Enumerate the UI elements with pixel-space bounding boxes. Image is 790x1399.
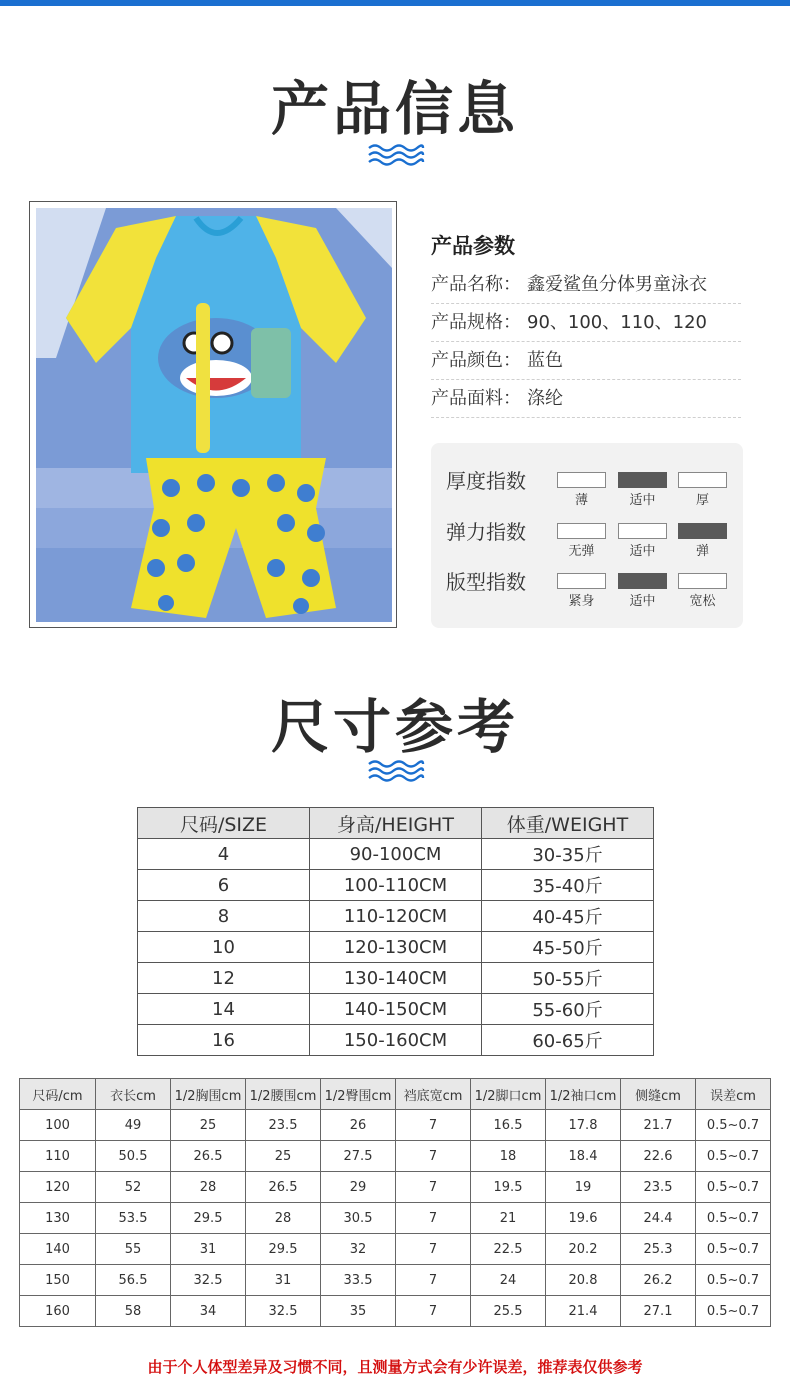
table-cell: 55 (96, 1234, 171, 1265)
table-cell: 25 (246, 1141, 321, 1172)
param-row-fabric (431, 380, 741, 418)
column-header: 1/2袖口cm (546, 1079, 621, 1110)
table-cell: 33.5 (321, 1265, 396, 1296)
table-cell: 4 (138, 839, 310, 870)
index-box-selected (618, 573, 667, 589)
index-box (618, 523, 667, 539)
param-value: 90、100、110、120 (527, 312, 707, 333)
table-cell: 26.5 (171, 1141, 246, 1172)
table-cell: 0.5~0.7 (696, 1203, 771, 1234)
table-cell: 130 (20, 1203, 96, 1234)
table-cell: 23.5 (246, 1110, 321, 1141)
param-key: 产品面料： (431, 388, 521, 409)
index-option (618, 523, 667, 560)
index-option (557, 472, 606, 509)
table-cell: 7 (396, 1203, 471, 1234)
param-key: 产品名称： (431, 274, 521, 295)
table-cell: 26.2 (621, 1265, 696, 1296)
table-cell: 30-35斤 (482, 839, 654, 870)
column-header: 1/2脚口cm (471, 1079, 546, 1110)
table-cell: 17.8 (546, 1110, 621, 1141)
table-cell: 0.5~0.7 (696, 1265, 771, 1296)
table-cell: 25.5 (471, 1296, 546, 1327)
table-cell: 110-120CM (310, 901, 482, 932)
table-cell: 25.3 (621, 1234, 696, 1265)
table-cell: 40-45斤 (482, 901, 654, 932)
table-row (20, 1265, 771, 1296)
table-cell: 160 (20, 1296, 96, 1327)
table-row (20, 1203, 771, 1234)
table-cell: 150-160CM (310, 1025, 482, 1056)
table-row (20, 1141, 771, 1172)
column-header: 侧缝cm (621, 1079, 696, 1110)
index-option-label: 厚 (695, 493, 709, 508)
table-cell: 56.5 (96, 1265, 171, 1296)
table-cell: 14 (138, 994, 310, 1025)
fit-index-panel (431, 443, 743, 628)
index-option (557, 573, 606, 610)
table-cell: 22.6 (621, 1141, 696, 1172)
table-cell: 0.5~0.7 (696, 1141, 771, 1172)
table-cell: 29.5 (246, 1234, 321, 1265)
table-cell: 55-60斤 (482, 994, 654, 1025)
index-option-label: 紧身 (568, 594, 595, 609)
column-header: 裆底宽cm (396, 1079, 471, 1110)
table-cell: 35 (321, 1296, 396, 1327)
column-header: 尺码/SIZE (138, 808, 310, 839)
table-cell: 18 (471, 1141, 546, 1172)
index-label: 弹力指数 (446, 520, 526, 544)
table-cell: 32.5 (246, 1296, 321, 1327)
table-cell: 7 (396, 1296, 471, 1327)
table-cell: 0.5~0.7 (696, 1110, 771, 1141)
table-header-row (20, 1079, 771, 1110)
table-cell: 16.5 (471, 1110, 546, 1141)
table-row (138, 1025, 654, 1056)
table-row (20, 1234, 771, 1265)
param-row-color (431, 342, 741, 380)
table-cell: 25 (171, 1110, 246, 1141)
table-cell: 120 (20, 1172, 96, 1203)
table-cell: 28 (246, 1203, 321, 1234)
index-box (678, 472, 727, 488)
table-cell: 49 (96, 1110, 171, 1141)
param-value: 鑫爱鲨鱼分体男童泳衣 (527, 274, 707, 295)
table-cell: 45-50斤 (482, 932, 654, 963)
table-cell: 50-55斤 (482, 963, 654, 994)
table-header-row (138, 808, 654, 839)
section-title-size-reference: 尺寸参考 (270, 693, 519, 761)
table-cell: 24.4 (621, 1203, 696, 1234)
index-option (618, 472, 667, 509)
table-cell: 32.5 (171, 1265, 246, 1296)
table-cell: 29.5 (171, 1203, 246, 1234)
table-row (138, 870, 654, 901)
column-header: 1/2胸围cm (171, 1079, 246, 1110)
index-box-selected (678, 523, 727, 539)
table-cell: 90-100CM (310, 839, 482, 870)
table-cell: 8 (138, 901, 310, 932)
disclaimer-note: 由于个人体型差异及习惯不同，且测量方式会有少许误差，推荐表仅供参考 (147, 1358, 643, 1376)
garment-measurement-table (19, 1078, 771, 1327)
column-header: 体重/WEIGHT (482, 808, 654, 839)
table-row (138, 994, 654, 1025)
table-cell: 18.4 (546, 1141, 621, 1172)
index-option-label: 薄 (574, 493, 588, 508)
index-option-label: 无弹 (568, 544, 595, 559)
table-row (138, 963, 654, 994)
table-cell: 140-150CM (310, 994, 482, 1025)
table-cell: 7 (396, 1234, 471, 1265)
index-box-selected (618, 472, 667, 488)
table-cell: 50.5 (96, 1141, 171, 1172)
table-cell: 100 (20, 1110, 96, 1141)
table-cell: 19 (546, 1172, 621, 1203)
index-box (557, 523, 606, 539)
index-option-label: 弹 (695, 544, 709, 559)
table-row (20, 1296, 771, 1327)
index-option (678, 472, 727, 509)
table-cell: 19.5 (471, 1172, 546, 1203)
table-cell: 28 (171, 1172, 246, 1203)
table-cell: 20.2 (546, 1234, 621, 1265)
table-cell: 29 (321, 1172, 396, 1203)
index-box (557, 472, 606, 488)
table-cell: 7 (396, 1141, 471, 1172)
table-cell: 100-110CM (310, 870, 482, 901)
param-key: 产品规格： (431, 312, 521, 333)
index-label: 版型指数 (446, 570, 526, 594)
table-cell: 150 (20, 1265, 96, 1296)
table-cell: 21 (471, 1203, 546, 1234)
table-cell: 110 (20, 1141, 96, 1172)
table-cell: 35-40斤 (482, 870, 654, 901)
product-params (431, 226, 741, 418)
table-cell: 60-65斤 (482, 1025, 654, 1056)
table-cell: 0.5~0.7 (696, 1296, 771, 1327)
index-label: 厚度指数 (446, 469, 526, 493)
table-cell: 16 (138, 1025, 310, 1056)
column-header: 尺码/cm (20, 1079, 96, 1110)
table-cell: 26 (321, 1110, 396, 1141)
table-cell: 22.5 (471, 1234, 546, 1265)
param-value: 蓝色 (527, 350, 563, 371)
index-option-label: 适中 (629, 493, 656, 508)
index-box (678, 573, 727, 589)
params-title: 产品参数 (431, 234, 515, 258)
table-cell: 32 (321, 1234, 396, 1265)
table-cell: 20.8 (546, 1265, 621, 1296)
table-cell: 7 (396, 1110, 471, 1141)
table-cell: 12 (138, 963, 310, 994)
param-value: 涤纶 (527, 388, 563, 409)
table-cell: 120-130CM (310, 932, 482, 963)
table-cell: 53.5 (96, 1203, 171, 1234)
column-header: 1/2腰围cm (246, 1079, 321, 1110)
index-option-label: 适中 (629, 544, 656, 559)
table-cell: 30.5 (321, 1203, 396, 1234)
table-cell: 27.1 (621, 1296, 696, 1327)
table-cell: 6 (138, 870, 310, 901)
table-cell: 10 (138, 932, 310, 963)
index-option (678, 523, 727, 560)
table-cell: 140 (20, 1234, 96, 1265)
table-cell: 7 (396, 1172, 471, 1203)
table-row (138, 901, 654, 932)
param-row-spec (431, 304, 741, 342)
table-cell: 130-140CM (310, 963, 482, 994)
wave-divider-icon (367, 142, 425, 168)
table-cell: 31 (171, 1234, 246, 1265)
thickness-index-row (431, 468, 743, 518)
table-cell: 0.5~0.7 (696, 1172, 771, 1203)
column-header: 误差cm (696, 1079, 771, 1110)
table-cell: 19.6 (546, 1203, 621, 1234)
table-cell: 21.4 (546, 1296, 621, 1327)
table-cell: 21.7 (621, 1110, 696, 1141)
section-title-product-info: 产品信息 (270, 75, 519, 143)
cut-index-row (431, 569, 743, 619)
table-row (138, 839, 654, 870)
index-box (557, 573, 606, 589)
index-option (678, 573, 727, 610)
table-cell: 24 (471, 1265, 546, 1296)
product-photo (36, 208, 392, 622)
wave-divider-icon (367, 758, 425, 784)
column-header: 1/2臀围cm (321, 1079, 396, 1110)
table-row (20, 1172, 771, 1203)
index-option (618, 573, 667, 610)
index-option (557, 523, 606, 560)
table-cell: 26.5 (246, 1172, 321, 1203)
table-cell: 23.5 (621, 1172, 696, 1203)
table-row (138, 932, 654, 963)
product-photo-frame (29, 201, 397, 628)
table-cell: 7 (396, 1265, 471, 1296)
column-header: 身高/HEIGHT (310, 808, 482, 839)
index-option-label: 宽松 (689, 594, 716, 609)
size-weight-table (137, 807, 654, 1056)
param-row-name (431, 266, 741, 304)
table-cell: 27.5 (321, 1141, 396, 1172)
column-header: 衣长cm (96, 1079, 171, 1110)
table-row (20, 1110, 771, 1141)
index-option-label: 适中 (629, 594, 656, 609)
table-cell: 58 (96, 1296, 171, 1327)
swimsuit-image (36, 208, 392, 622)
param-key: 产品颜色： (431, 350, 521, 371)
table-cell: 31 (246, 1265, 321, 1296)
table-cell: 52 (96, 1172, 171, 1203)
elasticity-index-row (431, 519, 743, 569)
table-cell: 34 (171, 1296, 246, 1327)
table-cell: 0.5~0.7 (696, 1234, 771, 1265)
top-accent-bar (0, 0, 790, 6)
